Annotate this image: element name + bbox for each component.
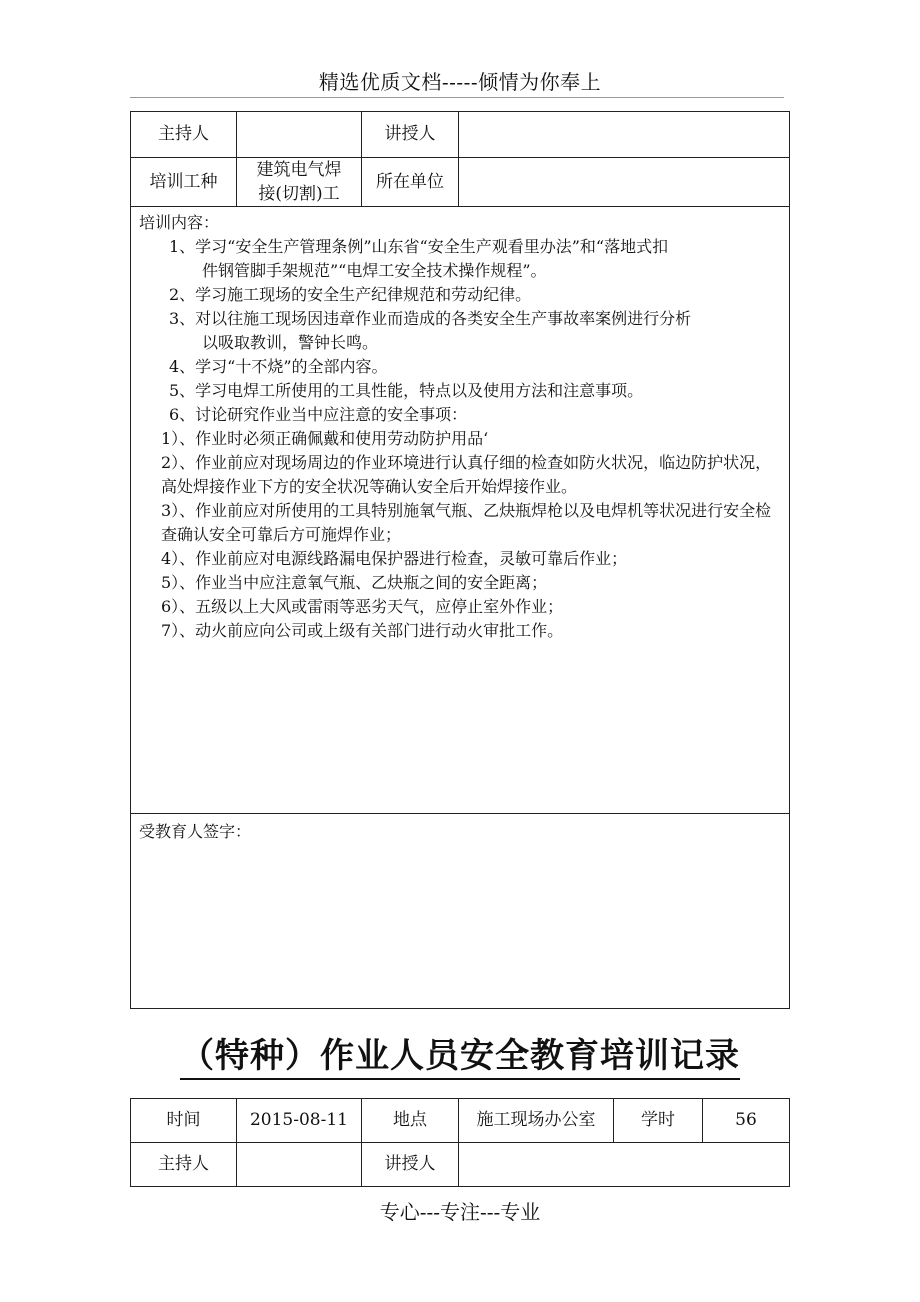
content-item-3-line1: 3、对以往施工现场因违章作业而造成的各类安全生产事故率案例进行分析 [169, 309, 692, 328]
place-label: 地点 [362, 1099, 459, 1143]
content-item-5-line1: 5、学习电焊工所使用的工具性能，特点以及使用方法和注意事项。 [169, 381, 644, 400]
content-item-6-line1: 6、讨论研究作业当中应注意的安全事项： [169, 405, 468, 424]
safety-subitem: 4）、作业前应对电源线路漏电保护器进行检查，灵敏可靠后作业； [161, 549, 628, 568]
content-item-6 [139, 403, 781, 427]
content-item-2-line1: 2、学习施工现场的安全生产纪律规范和劳动纪律。 [169, 285, 532, 304]
lecturer-value [459, 112, 790, 158]
content-item-3-line2: 以吸取教训，警钟长鸣。 [202, 333, 379, 352]
content-item-3 [139, 307, 781, 355]
host-value [237, 112, 362, 158]
content-item-2 [139, 283, 781, 307]
host-value [237, 1143, 362, 1187]
trade-value-line1: 建筑电气焊 [256, 160, 342, 180]
content-item-1-line1: 1、学习“安全生产管理条例”山东省“安全生产观看里办法”和“落地式扣 [169, 237, 669, 256]
signature-cell [131, 814, 790, 1009]
lecturer-label: 讲授人 [362, 112, 459, 158]
training-record-table-2 [130, 1098, 790, 1187]
host-label: 主持人 [131, 112, 237, 158]
signature-label: 受教育人签字： [139, 822, 252, 841]
trade-label: 培训工种 [131, 158, 237, 207]
content-item-5 [139, 379, 781, 403]
record-title-text: （特种）作业人员安全教育培训记录 [180, 1036, 740, 1080]
content-item-4 [139, 355, 781, 379]
safety-subitem: 5）、作业当中应注意氧气瓶、乙炔瓶之间的安全距离； [161, 573, 548, 592]
hours-value: 56 [703, 1099, 790, 1143]
safety-subitem: 3）、作业前应对所使用的工具特别施氧气瓶、乙炔瓶焊枪以及电焊机等状况进行安全检查确认安全可靠后方可施焊作业； [161, 501, 772, 544]
content-item-4-line1: 4、学习“十不烧”的全部内容。 [169, 357, 388, 376]
host-label: 主持人 [131, 1143, 237, 1187]
unit-value [459, 158, 790, 207]
time-value: 2015-08-11 [237, 1099, 362, 1143]
content-item-1 [139, 235, 781, 283]
time-label: 时间 [131, 1099, 237, 1143]
safety-subitem: 6）、五级以上大风或雷雨等恶劣天气，应停止室外作业； [161, 597, 564, 616]
training-record-table-1 [130, 111, 790, 1009]
unit-label: 所在单位 [362, 158, 459, 207]
page-footer: 专心---专注---专业 [379, 1200, 541, 1224]
training-content-cell [131, 207, 790, 814]
safety-subitem: 2）、作业前应对现场周边的作业环境进行认真仔细的检查如防火状况，临边防护状况，高处焊接作业下方的安全状况等确认安全后开始焊接作业。 [161, 453, 772, 496]
safety-subitem: 1）、作业时必须正确佩戴和使用劳动防护用品‘ [161, 429, 489, 448]
content-item-1-line2: 件钢管脚手架规范”“电焊工安全技术操作规程”。 [202, 261, 547, 280]
training-content-title: 培训内容： [139, 213, 220, 232]
trade-value [237, 158, 362, 207]
record-title [0, 1028, 920, 1077]
place-value: 施工现场办公室 [459, 1099, 614, 1143]
hours-label: 学时 [614, 1099, 703, 1143]
trade-value-line2: 接(切割)工 [258, 184, 340, 204]
lecturer-value [459, 1143, 790, 1187]
page-header: 精选优质文档-----倾情为你奉上 [318, 70, 602, 94]
lecturer-label: 讲授人 [362, 1143, 459, 1187]
safety-subitem: 7）、动火前应向公司或上级有关部门进行动火审批工作。 [161, 621, 564, 640]
header-divider [130, 97, 784, 98]
